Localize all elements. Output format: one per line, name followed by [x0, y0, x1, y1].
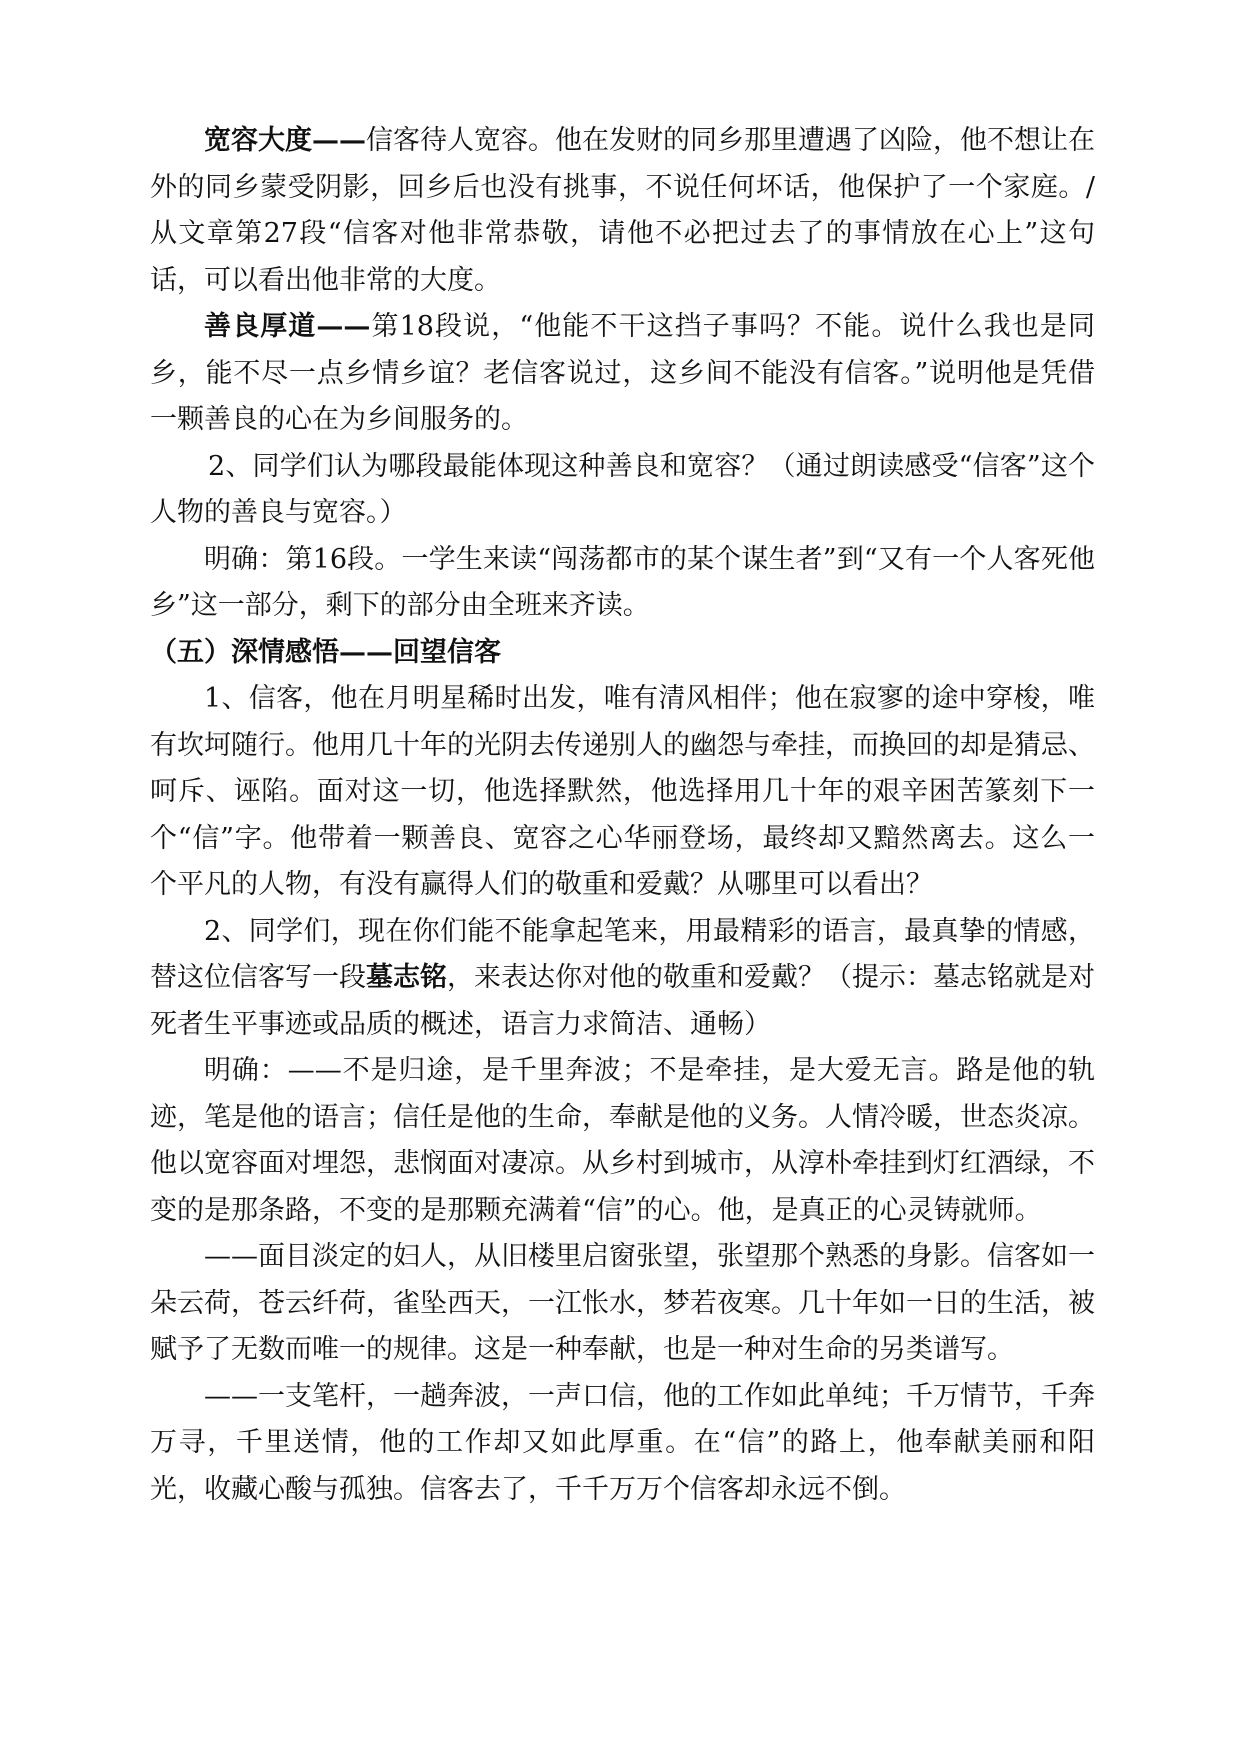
term-kindness: 善良厚道—— [204, 311, 371, 342]
paragraph-answer-epitaph-2 [150, 1234, 1095, 1374]
paragraph-question-2 [150, 444, 1095, 537]
paragraph-question-1 [150, 676, 1095, 909]
paragraph-kindness [150, 304, 1095, 444]
paragraph-text: 明确：第16段。一学生来读“闯荡都市的某个谋生者”到“又有一个人客死他乡”这一部分，剩下的部分由全班来齐读。 [150, 543, 1095, 621]
paragraph-text: 明确：——不是归途，是千里奔波；不是牵挂，是大爱无言。路是他的轨迹，笔是他的语言；信任是他的生命，奉献是他的义务。人情冷暖，世态炎凉。他以宽容面对埋怨，悲悯面对凄凉。从乡村到城市，从淳朴牵挂到灯红酒绿，不变的是那条路，不变的是那颗充满着“信”的心。他，是真正的心灵铸就师。 [150, 1055, 1095, 1226]
paragraph-text: ——面目淡定的妇人，从旧楼里启窗张望，张望那个熟悉的身影。信客如一朵云荷，苍云纤荷，雀坠西天，一江怅水，梦若夜寒。几十年如一日的生活，被赋予了无数而唯一的规律。这是一种奉献，也是一种对生命的另类谱写。 [150, 1241, 1095, 1365]
term-tolerance: 宽容大度—— [204, 125, 366, 156]
paragraph-text: ——一支笔杆，一趟奔波，一声口信，他的工作如此单纯；千万情节，千奔万寻，千里送情，他的工作却又如此厚重。在“信”的路上，他奉献美丽和阳光，收藏心酸与孤独。信客去了，千千万万个信客却永远不倒。 [150, 1380, 1095, 1505]
paragraph-text: 第18段说，“他能不干这挡子事吗？不能。说什么我也是同乡，能不尽一点乡情乡谊？老信客说过，这乡间不能没有信客。”说明他是凭借一颗善良的心在为乡间服务的。 [150, 311, 1096, 435]
paragraph-text: ，来表达你对他的敬重和爱戴？（提示：墓志铭就是对死者生平事迹或品质的概述，语言力求简洁、通畅） [150, 962, 1095, 1040]
paragraph-answer-epitaph-3 [150, 1374, 1095, 1514]
paragraph-text: 2、同学们，现在你们能不能拿起笔来，用最精彩的语言，最真挚的情感，替这位信客写一段 [150, 915, 1095, 993]
paragraph-tolerance [150, 118, 1095, 304]
paragraph-text: 2、同学们认为哪段最能体现这种善良和宽容？（通过朗读感受“信客”这个人物的善良与宽容。） [150, 450, 1095, 528]
paragraph-text: 信客待人宽容。他在发财的同乡那里遭遇了凶险，他不想让在外的同乡蒙受阴影，回乡后也没有挑事，不说任何坏话，他保护了一个家庭。/从文章第27段“信客对他非常恭敬，请他不必把过去了的事情放在心上”这句话，可以看出他非常的大度。 [150, 125, 1095, 296]
paragraph-answer-16 [150, 537, 1095, 630]
paragraph-text: 1、信客，他在月明星稀时出发，唯有清风相伴；他在寂寥的途中穿梭，唯有坎坷随行。他用几十年的光阴去传递别人的幽怨与牵挂，而换回的却是猜忌、呵斥、诬陷。面对这一切，他选择默然，他选择用几十年的艰辛困苦篆刻下一个“信”字。他带着一颗善良、宽容之心华丽登场，最终却又黯然离去。这么一个平凡的人物，有没有赢得人们的敬重和爱戴？从哪里可以看出？ [150, 683, 1095, 900]
paragraph-epitaph-task [150, 909, 1095, 1049]
term-epitaph: 墓志铭 [366, 962, 447, 993]
document-page [150, 118, 1095, 1513]
paragraph-answer-epitaph-1 [150, 1048, 1095, 1234]
section-heading: （五）深情感悟——回望信客 [150, 636, 501, 668]
